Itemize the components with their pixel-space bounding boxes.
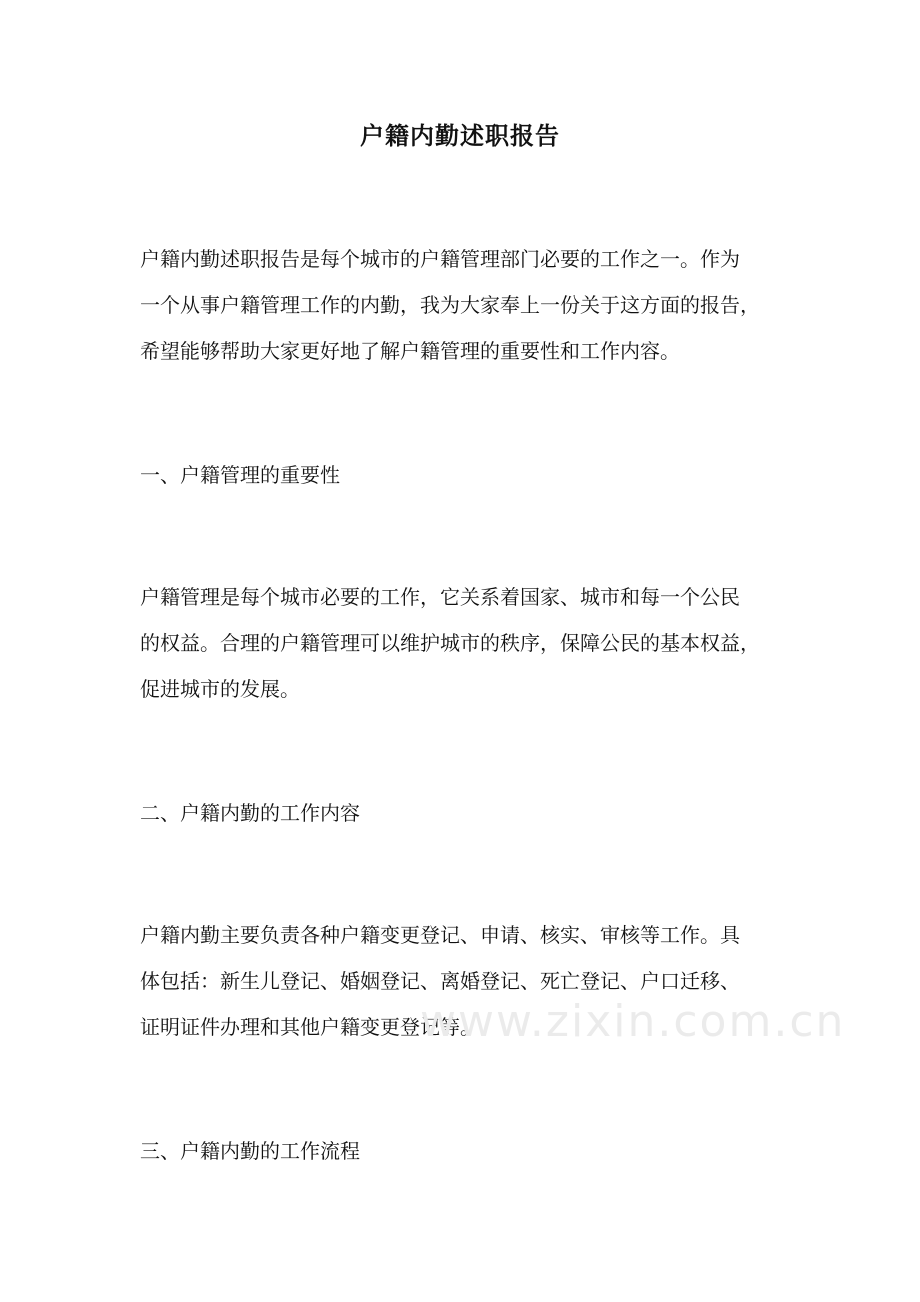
intro-line-3: 希望能够帮助大家更好地了解户籍管理的重要性和工作内容。 [140, 339, 680, 363]
section1-line-2: 的权益。合理的户籍管理可以维护城市的秩序，保障公民的基本权益， [140, 631, 760, 655]
section2-line-1: 户籍内勤主要负责各种户籍变更登记、申请、核实、审核等工作。具 [140, 923, 740, 947]
section1-paragraph [140, 574, 790, 712]
section2-line-3: 证明证件办理和其他户籍变更登记等。 [140, 1015, 480, 1039]
watermark: www.zixin.com.cn [420, 996, 846, 1047]
section2-heading: 二、户籍内勤的工作内容 [140, 801, 360, 825]
section1-line-3: 促进城市的发展。 [140, 677, 300, 701]
section2-line-2: 体包括：新生儿登记、婚姻登记、离婚登记、死亡登记、户口迁移、 [140, 969, 740, 993]
intro-line-1: 户籍内勤述职报告是每个城市的户籍管理部门必要的工作之一。作为 [140, 247, 740, 271]
document-title: 户籍内勤述职报告 [360, 121, 560, 150]
intro-paragraph [140, 236, 790, 374]
section1-line-1: 户籍管理是每个城市必要的工作，它关系着国家、城市和每一个公民 [140, 585, 740, 609]
section2-paragraph [140, 912, 790, 1050]
section1-heading: 一、户籍管理的重要性 [140, 463, 340, 487]
intro-line-2: 一个从事户籍管理工作的内勤，我为大家奉上一份关于这方面的报告， [140, 293, 760, 317]
section3-heading: 三、户籍内勤的工作流程 [140, 1139, 360, 1163]
